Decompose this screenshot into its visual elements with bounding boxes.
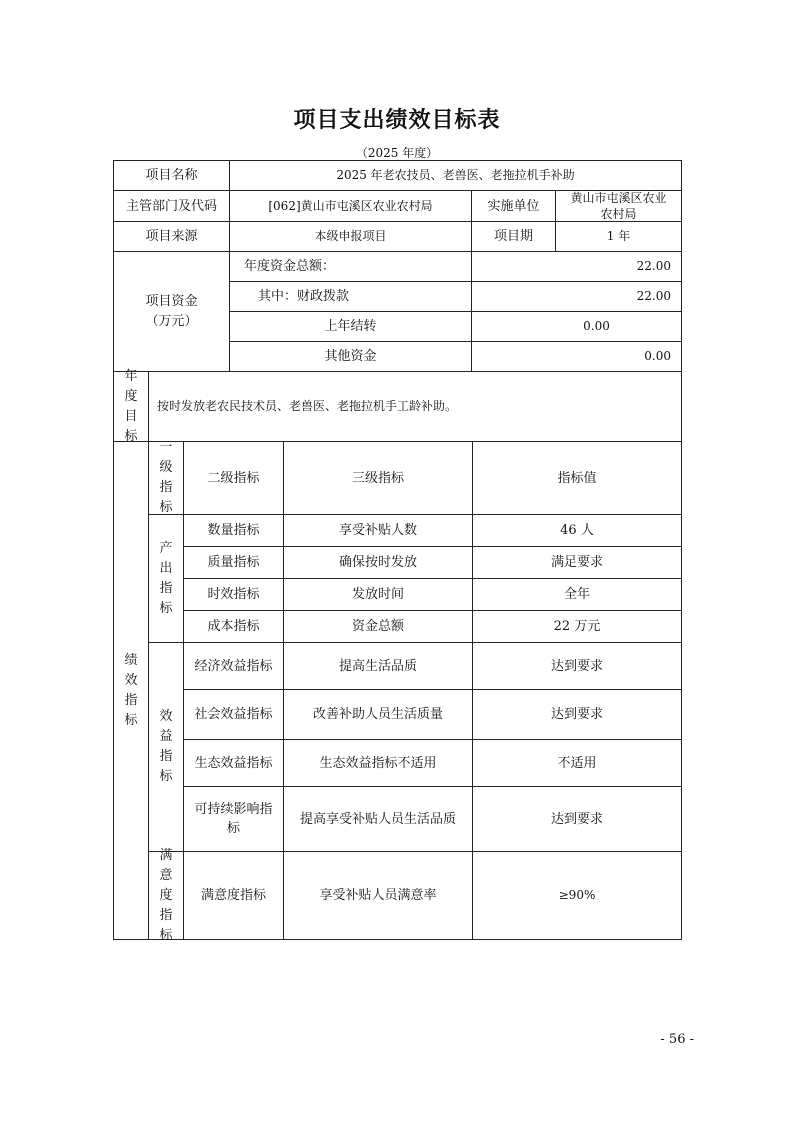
funds-fiscal-value: 22.00 — [472, 282, 682, 312]
table-cell: 46 人 — [473, 515, 682, 547]
project-name-label: 项目名称 — [113, 160, 230, 191]
satisfaction-indicators-label: 满意度指标 — [149, 852, 184, 940]
project-name-value: 2025 年老农技员、老兽医、老拖拉机手补助 — [230, 160, 682, 191]
table-cell: 生态效益指标 — [184, 740, 284, 787]
funds-total-label: 年度资金总额： — [230, 252, 472, 282]
funds-fiscal-label: 其中：财政拨款 — [230, 282, 472, 312]
table-cell: 不适用 — [473, 740, 682, 787]
funds-total-value: 22.00 — [472, 252, 682, 282]
funds-other-label: 其他资金 — [230, 342, 472, 372]
impl-unit-label: 实施单位 — [472, 191, 556, 222]
table-cell: 成本指标 — [184, 611, 284, 643]
dept-label: 主管部门及代码 — [113, 191, 230, 222]
table-cell: 生态效益指标不适用 — [284, 740, 473, 787]
table-cell: 改善补助人员生活质量 — [284, 690, 473, 740]
table-cell: 资金总额 — [284, 611, 473, 643]
table-cell: 经济效益指标 — [184, 643, 284, 690]
impl-unit-value: 黄山市屯溪区农业农村局 — [556, 191, 682, 222]
period-value: 1 年 — [556, 222, 682, 252]
header-level3: 三级指标 — [284, 442, 473, 515]
table-cell: 满意度指标 — [184, 852, 284, 940]
table-cell: 质量指标 — [184, 547, 284, 579]
funds-other-value: 0.00 — [472, 342, 682, 372]
performance-label: 绩效指标 — [113, 442, 149, 940]
table-cell: 22 万元 — [473, 611, 682, 643]
document-title: 项目支出绩效目标表 — [293, 108, 501, 133]
table-cell: 达到要求 — [473, 643, 682, 690]
table-cell: 可持续影响指标 — [184, 787, 284, 852]
table-cell: 全年 — [473, 579, 682, 611]
table-cell: 享受补贴人员满意率 — [284, 852, 473, 940]
table-cell: ≥90% — [473, 852, 682, 940]
table-cell: 达到要求 — [473, 690, 682, 740]
funds-label: 项目资金（万元） — [113, 252, 230, 372]
table-cell: 时效指标 — [184, 579, 284, 611]
table-cell: 发放时间 — [284, 579, 473, 611]
page-number: - 56 - — [660, 1032, 694, 1047]
header-level1: 一级指标 — [149, 442, 184, 515]
table-cell: 社会效益指标 — [184, 690, 284, 740]
benefit-indicators-label: 效益指标 — [149, 643, 184, 852]
source-value: 本级申报项目 — [230, 222, 472, 252]
table-cell: 达到要求 — [473, 787, 682, 852]
source-label: 项目来源 — [113, 222, 230, 252]
table-cell: 确保按时发放 — [284, 547, 473, 579]
table-cell: 享受补贴人数 — [284, 515, 473, 547]
table-cell: 提高生活品质 — [284, 643, 473, 690]
table-cell: 满足要求 — [473, 547, 682, 579]
document-year: （2025 年度） — [355, 146, 439, 160]
header-value: 指标值 — [473, 442, 682, 515]
table-cell: 数量指标 — [184, 515, 284, 547]
header-level2: 二级指标 — [184, 442, 284, 515]
table-cell: 提高享受补贴人员生活品质 — [284, 787, 473, 852]
annual-goal-text: 按时发放老农民技术员、老兽医、老拖拉机手工龄补助。 — [149, 372, 682, 442]
funds-carryover-label: 上年结转 — [230, 312, 472, 342]
period-label: 项目期 — [472, 222, 556, 252]
annual-goal-label: 年度目标 — [113, 372, 149, 442]
output-indicators-label: 产出指标 — [149, 515, 184, 643]
dept-value: [062]黄山市屯溪区农业农村局 — [230, 191, 472, 222]
funds-carryover-value: 0.00 — [472, 312, 682, 342]
